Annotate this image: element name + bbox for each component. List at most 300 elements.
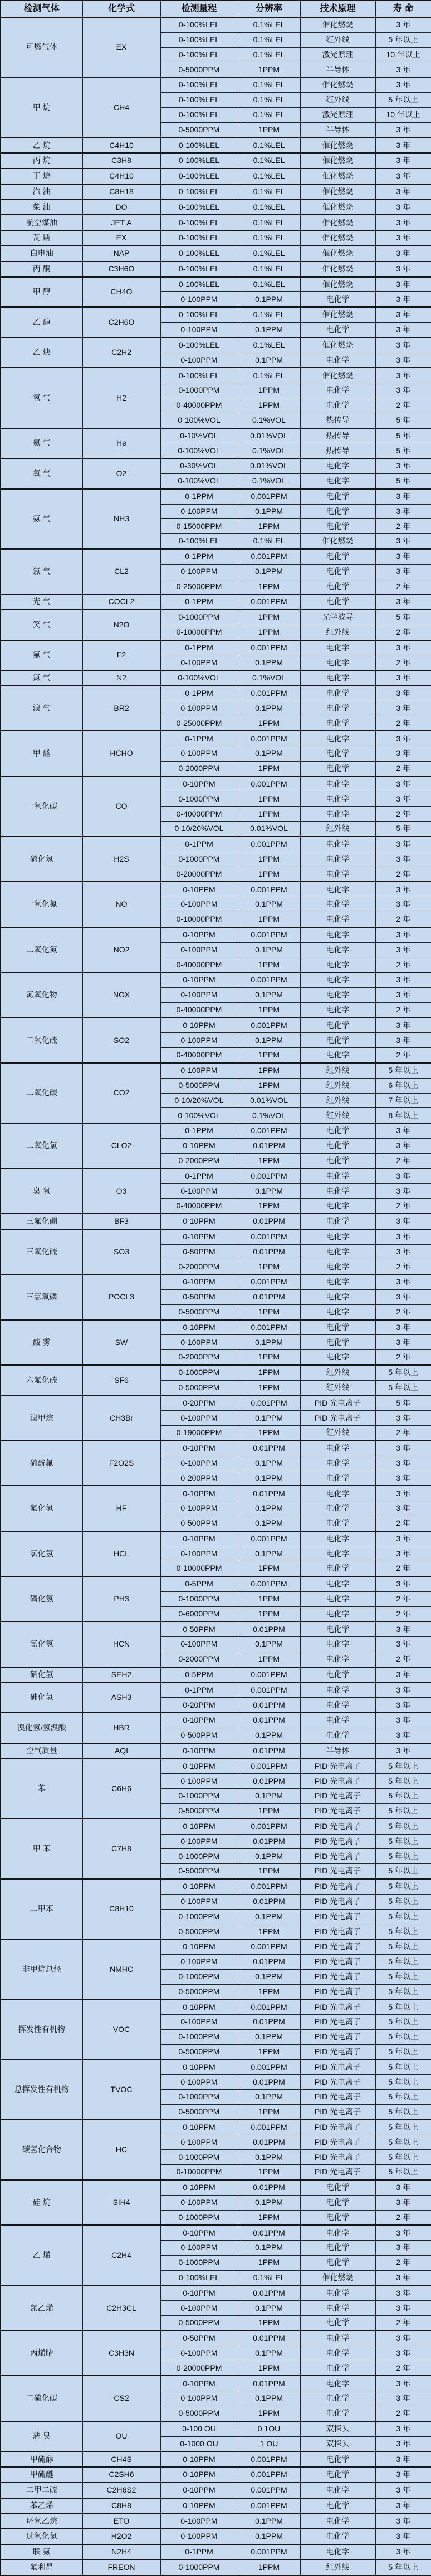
gas-name-cell: 氟利昂 xyxy=(1,2560,82,2575)
resolution-cell: 0.01PPM xyxy=(238,2376,300,2391)
principle-cell: 催化燃烧 xyxy=(300,137,375,153)
formula-cell: He xyxy=(82,428,160,459)
formula-cell: POCL3 xyxy=(82,1274,160,1319)
range-cell: 0-10PPM xyxy=(160,1879,238,1894)
range-cell: 0-100PPM xyxy=(160,353,238,368)
range-cell: 0-10PPM xyxy=(160,1999,238,2014)
range-cell: 0-100%LEL xyxy=(160,169,238,184)
table-row xyxy=(1,2451,431,2467)
formula-cell: CO xyxy=(82,777,160,837)
resolution-cell: 1PPM xyxy=(238,852,300,867)
lifespan-cell: 2 年 xyxy=(375,1426,431,1441)
table-row xyxy=(1,200,431,215)
gas-name-cell: 环氧乙烷 xyxy=(1,2513,82,2529)
lifespan-cell: 5 年以上 xyxy=(375,1759,431,1774)
gas-name-cell: 丙烯腈 xyxy=(1,2331,82,2376)
principle-cell: 电化学 xyxy=(300,988,375,1003)
lifespan-cell: 2 年 xyxy=(375,2316,431,2331)
principle-cell: 电化学 xyxy=(300,1199,375,1214)
principle-cell: 电化学 xyxy=(300,1486,375,1501)
lifespan-cell: 3 年 xyxy=(375,1229,431,1244)
principle-cell: PID 光电离子 xyxy=(300,2044,375,2059)
range-cell: 0-100%LEL xyxy=(160,77,238,92)
principle-cell: 催化燃烧 xyxy=(300,2270,375,2285)
principle-cell: 电化学 xyxy=(300,2241,375,2256)
resolution-cell: 0.01PPM xyxy=(238,1774,300,1789)
lifespan-cell: 2 年 xyxy=(375,1516,431,1531)
lifespan-cell: 3 年 xyxy=(375,1289,431,1304)
resolution-cell: 0.01PPM xyxy=(238,2135,300,2150)
principle-cell: 催化燃烧 xyxy=(300,246,375,261)
table-row xyxy=(1,882,431,897)
principle-cell: 电化学 xyxy=(300,852,375,867)
principle-cell: 催化燃烧 xyxy=(300,307,375,322)
formula-cell: DO xyxy=(82,200,160,215)
table-row xyxy=(1,640,431,655)
principle-cell: 电化学 xyxy=(300,701,375,716)
table-row xyxy=(1,1999,431,2014)
range-cell: 0-100%LEL xyxy=(160,246,238,261)
lifespan-cell: 3 年 xyxy=(375,549,431,564)
lifespan-cell: 3 年 xyxy=(375,1743,431,1759)
lifespan-cell: 3 年 xyxy=(375,1456,431,1471)
range-cell: 0-1000PPM xyxy=(160,1849,238,1864)
resolution-cell: 0.01PPM xyxy=(238,2286,300,2301)
lifespan-cell: 2 年 xyxy=(375,2255,431,2270)
formula-cell: F2 xyxy=(82,640,160,671)
table-row xyxy=(1,1621,431,1636)
range-cell: 0-100%LEL xyxy=(160,230,238,246)
principle-cell: 红外线 xyxy=(300,32,375,47)
range-cell: 0-10PPM xyxy=(160,1819,238,1834)
range-cell: 0-100PPM xyxy=(160,2241,238,2256)
gas-name-cell: 溴化氢/氢溴酸 xyxy=(1,1713,82,1743)
lifespan-cell: 3 年 xyxy=(375,2270,431,2285)
range-cell: 0-1PPM xyxy=(160,686,238,701)
range-cell: 0-2000PPM xyxy=(160,762,238,777)
lifespan-cell: 3 年 xyxy=(375,200,431,215)
table-row xyxy=(1,17,431,32)
gas-name-cell: 挥发性有机物 xyxy=(1,1999,82,2059)
resolution-cell: 0.1%LEL xyxy=(238,246,300,261)
formula-cell: N2H4 xyxy=(82,2544,160,2560)
resolution-cell: 0.001PPM xyxy=(238,1576,300,1591)
table-row xyxy=(1,1486,431,1501)
lifespan-cell: 3 年 xyxy=(375,215,431,230)
lifespan-cell: 2 年 xyxy=(375,1259,431,1274)
resolution-cell: 0.1PPM xyxy=(238,988,300,1003)
lifespan-cell: 5 年以上 xyxy=(375,1969,431,1984)
principle-cell: 双探头 xyxy=(300,2421,375,2436)
range-cell: 0-1PPM xyxy=(160,1683,238,1698)
resolution-cell: 0.001PPM xyxy=(238,549,300,564)
principle-cell: PID 光电离子 xyxy=(300,1984,375,1999)
table-row xyxy=(1,1229,431,1244)
range-cell: 0-100%LEL xyxy=(160,200,238,215)
principle-cell: 催化燃烧 xyxy=(300,338,375,353)
principle-cell: 电化学 xyxy=(300,912,375,927)
resolution-cell: 0.001PPM xyxy=(238,882,300,897)
lifespan-cell: 3 年 xyxy=(375,564,431,579)
table-row xyxy=(1,458,431,473)
principle-cell: 催化燃烧 xyxy=(300,184,375,200)
principle-cell: PID 光电离子 xyxy=(300,2104,375,2119)
range-cell: 0-1000PPM xyxy=(160,2150,238,2165)
resolution-cell: 0.1%VOL xyxy=(238,473,300,488)
lifespan-cell: 3 年 xyxy=(375,307,431,322)
resolution-cell: 0.001PPM xyxy=(238,1531,300,1546)
formula-cell: CH4O xyxy=(82,277,160,308)
range-cell: 0-10PPM xyxy=(160,972,238,987)
formula-cell: CH4 xyxy=(82,77,160,137)
formula-cell: C2SH6 xyxy=(82,2467,160,2483)
principle-cell: 激光原理 xyxy=(300,107,375,122)
lifespan-cell: 5 年以上 xyxy=(375,1774,431,1789)
lifespan-cell: 2 年 xyxy=(375,1304,431,1319)
range-cell: 0-100PPM xyxy=(160,1335,238,1350)
resolution-cell: 0.01%VOL xyxy=(238,822,300,837)
lifespan-cell: 3 年 xyxy=(375,701,431,716)
table-row xyxy=(1,1819,431,1834)
resolution-cell: 0.1%LEL xyxy=(238,277,300,292)
gas-name-cell: 氟化氢 xyxy=(1,1486,82,1531)
formula-cell: C4H10 xyxy=(82,137,160,153)
gas-name-cell: 甲硫醚 xyxy=(1,2467,82,2483)
range-cell: 0-1000PPM xyxy=(160,1909,238,1924)
lifespan-cell: 3 年 xyxy=(375,2391,431,2406)
lifespan-cell: 10 年以上 xyxy=(375,47,431,62)
formula-cell: JET A xyxy=(82,215,160,230)
resolution-cell: 0.001PPM xyxy=(238,2544,300,2560)
resolution-cell: 0.1PPM xyxy=(238,564,300,579)
resolution-cell: 0.1PPM xyxy=(238,1033,300,1048)
resolution-cell: 0.1PPM xyxy=(238,2090,300,2105)
range-cell: 0-100%LEL xyxy=(160,215,238,230)
range-cell: 0-5000PPM xyxy=(160,2406,238,2421)
gas-name-cell: 乙 烷 xyxy=(1,137,82,153)
resolution-cell: 1PPM xyxy=(238,1002,300,1017)
range-cell: 0-1000PPM xyxy=(160,2029,238,2044)
principle-cell: 红外线 xyxy=(300,1078,375,1093)
lifespan-cell: 8 年以上 xyxy=(375,1108,431,1123)
formula-cell: HBR xyxy=(82,1713,160,1743)
lifespan-cell: 3 年 xyxy=(375,2376,431,2391)
gas-name-cell: 氯乙烯 xyxy=(1,2286,82,2331)
header-principle: 技术原理 xyxy=(300,1,375,17)
range-cell: 0-100%LEL xyxy=(160,534,238,549)
formula-cell: H2O2 xyxy=(82,2529,160,2544)
resolution-cell: 0.1PPM xyxy=(238,746,300,762)
range-cell: 0-100PPM xyxy=(160,988,238,1003)
resolution-cell: 0.001PPM xyxy=(238,2060,300,2075)
formula-cell: C2H6S2 xyxy=(82,2483,160,2498)
lifespan-cell: 3 年 xyxy=(375,2180,431,2195)
principle-cell: 电化学 xyxy=(300,1350,375,1365)
range-cell: 0-1000PPM xyxy=(160,610,238,625)
gas-name-cell: 可燃气体 xyxy=(1,17,82,77)
resolution-cell: 0.1%VOL xyxy=(238,413,300,428)
gas-name-cell: 臭 氧 xyxy=(1,1169,82,1214)
resolution-cell: 1PPM xyxy=(238,1652,300,1667)
principle-cell: PID 光电离子 xyxy=(300,1939,375,1954)
principle-cell: PID 光电离子 xyxy=(300,2165,375,2180)
lifespan-cell: 3 年 xyxy=(375,897,431,912)
resolution-cell: 0.001PPM xyxy=(238,489,300,504)
table-row xyxy=(1,1879,431,1894)
principle-cell: PID 光电离子 xyxy=(300,1759,375,1774)
resolution-cell: 1PPM xyxy=(238,2165,300,2180)
resolution-cell: 1PPM xyxy=(238,383,300,398)
range-cell: 0-100PPM xyxy=(160,2391,238,2406)
range-cell: 0-100PPM xyxy=(160,2529,238,2544)
resolution-cell: 0.01PPM xyxy=(238,1894,300,1909)
gas-name-cell: 二氧化碳 xyxy=(1,1063,82,1123)
principle-cell: PID 光电离子 xyxy=(300,1789,375,1804)
resolution-cell: 1PPM xyxy=(238,610,300,625)
range-cell: 0-1000PPM xyxy=(160,1591,238,1606)
resolution-cell: 0.01PPM xyxy=(238,1289,300,1304)
lifespan-cell: 5 年以上 xyxy=(375,2150,431,2165)
resolution-cell: 0.001PPM xyxy=(238,2467,300,2483)
lifespan-cell: 5 年以上 xyxy=(375,2135,431,2150)
resolution-cell: 0.1PPM xyxy=(238,1501,300,1516)
principle-cell: 电化学 xyxy=(300,1214,375,1229)
gas-name-cell: 二氧化硫 xyxy=(1,1018,82,1063)
principle-cell: 电化学 xyxy=(300,1169,375,1184)
lifespan-cell: 3 年 xyxy=(375,792,431,807)
lifespan-cell: 3 年 xyxy=(375,1637,431,1652)
table-row xyxy=(1,2060,431,2075)
principle-cell: 电化学 xyxy=(300,1274,375,1289)
lifespan-cell: 3 年 xyxy=(375,2346,431,2361)
formula-cell: SEH2 xyxy=(82,1667,160,1683)
table-row xyxy=(1,1441,431,1456)
principle-cell: 电化学 xyxy=(300,594,375,610)
gas-name-cell: 乙 炔 xyxy=(1,338,82,368)
table-row xyxy=(1,2467,431,2483)
header-formula: 化学式 xyxy=(82,1,160,17)
resolution-cell: 1PPM xyxy=(238,1426,300,1441)
range-cell: 0-10PPM xyxy=(160,2467,238,2483)
formula-cell: O2 xyxy=(82,458,160,489)
principle-cell: 电化学 xyxy=(300,1576,375,1591)
gas-name-cell: 三氧化硫 xyxy=(1,1229,82,1274)
lifespan-cell: 5 年以上 xyxy=(375,2044,431,2059)
resolution-cell: 0.1PPM xyxy=(238,2346,300,2361)
gas-name-cell: 硫酰氟 xyxy=(1,1441,82,1486)
gas-name-cell: 总挥发性有机物 xyxy=(1,2060,82,2120)
range-cell: 0-1PPM xyxy=(160,1169,238,1184)
resolution-cell: 1PPM xyxy=(238,2255,300,2270)
range-cell: 0-50PPM xyxy=(160,1244,238,1259)
principle-cell: PID 光电离子 xyxy=(300,1774,375,1789)
lifespan-cell: 3 年 xyxy=(375,458,431,473)
principle-cell: 电化学 xyxy=(300,882,375,897)
principle-cell: 催化燃烧 xyxy=(300,261,375,277)
lifespan-cell: 5 年以上 xyxy=(375,1924,431,1939)
resolution-cell: 1PPM xyxy=(238,1048,300,1063)
lifespan-cell: 3 年 xyxy=(375,2498,431,2514)
range-cell: 0-40000PPM xyxy=(160,1048,238,1063)
formula-cell: HC xyxy=(82,2120,160,2180)
table-row xyxy=(1,338,431,353)
table-row xyxy=(1,594,431,610)
resolution-cell: 0.1PPM xyxy=(238,1546,300,1561)
table-row xyxy=(1,2286,431,2301)
principle-cell: 电化学 xyxy=(300,2255,375,2270)
range-cell: 0-10PPM xyxy=(160,1743,238,1759)
range-cell: 0-10PPM xyxy=(160,1441,238,1456)
formula-cell: NOX xyxy=(82,972,160,1017)
gas-name-cell: 氢 气 xyxy=(1,368,82,428)
lifespan-cell: 5 年以上 xyxy=(375,1894,431,1909)
resolution-cell: 0.1%LEL xyxy=(238,534,300,549)
principle-cell: 催化燃烧 xyxy=(300,153,375,169)
lifespan-cell: 3 年 xyxy=(375,230,431,246)
table-row xyxy=(1,610,431,625)
principle-cell: PID 光电离子 xyxy=(300,1924,375,1939)
resolution-cell: 0.1PPM xyxy=(238,701,300,716)
principle-cell: PID 光电离子 xyxy=(300,1834,375,1849)
formula-cell: ASH3 xyxy=(82,1683,160,1713)
lifespan-cell: 3 年 xyxy=(375,504,431,519)
table-row xyxy=(1,184,431,200)
range-cell: 0-20000PPM xyxy=(160,867,238,882)
formula-cell: NH3 xyxy=(82,489,160,549)
lifespan-cell: 5 年以上 xyxy=(375,1999,431,2014)
formula-cell: BR2 xyxy=(82,686,160,731)
resolution-cell: 0.1PPM xyxy=(238,942,300,957)
formula-cell: HCN xyxy=(82,1621,160,1667)
resolution-cell: 0.001PPM xyxy=(238,1229,300,1244)
lifespan-cell: 2 年 xyxy=(375,912,431,927)
resolution-cell: 0.01PPM xyxy=(238,1244,300,1259)
resolution-cell: 0.1PPM xyxy=(238,1516,300,1531)
range-cell: 0-10PPM xyxy=(160,1713,238,1728)
range-cell: 0-5000PPM xyxy=(160,62,238,77)
resolution-cell: 0.01%VOL xyxy=(238,458,300,473)
formula-cell: PH3 xyxy=(82,1576,160,1621)
principle-cell: 热传导 xyxy=(300,428,375,443)
range-cell: 0-2000PPM xyxy=(160,1153,238,1168)
lifespan-cell: 3 年 xyxy=(375,489,431,504)
resolution-cell: 0.1%LEL xyxy=(238,169,300,184)
resolution-cell: 1PPM xyxy=(238,1063,300,1078)
table-row xyxy=(1,777,431,792)
range-cell: 0-100%LEL xyxy=(160,32,238,47)
resolution-cell: 0.1PPM xyxy=(238,2029,300,2044)
gas-name-cell: 甲 烷 xyxy=(1,77,82,137)
resolution-cell: 0.01PPM xyxy=(238,1743,300,1759)
resolution-cell: 0.01PPM xyxy=(238,1486,300,1501)
resolution-cell: 0.001PPM xyxy=(238,1999,300,2014)
resolution-cell: 1PPM xyxy=(238,1591,300,1606)
lifespan-cell: 3 年 xyxy=(375,1683,431,1698)
resolution-cell: 1PPM xyxy=(238,2560,300,2575)
lifespan-cell: 3 年 xyxy=(375,383,431,398)
principle-cell: 电化学 xyxy=(300,2301,375,2316)
table-row xyxy=(1,1576,431,1591)
formula-cell: CL2 xyxy=(82,549,160,594)
principle-cell: 电化学 xyxy=(300,927,375,942)
range-cell: 0-1PPM xyxy=(160,549,238,564)
range-cell: 0-100PPM xyxy=(160,655,238,670)
resolution-cell: 0.001PPM xyxy=(238,1274,300,1289)
resolution-cell: 1PPM xyxy=(238,1304,300,1319)
principle-cell: PID 光电离子 xyxy=(300,2120,375,2135)
lifespan-cell: 3 年 xyxy=(375,731,431,746)
lifespan-cell: 3 年 xyxy=(375,972,431,987)
principle-cell: PID 光电离子 xyxy=(300,1411,375,1426)
resolution-cell: 0.1PPM xyxy=(238,353,300,368)
range-cell: 0-100PPM xyxy=(160,942,238,957)
table-row xyxy=(1,2529,431,2544)
range-cell: 0-100PPM xyxy=(160,292,238,307)
range-cell: 0-10PPM xyxy=(160,2483,238,2498)
lifespan-cell: 2 年 xyxy=(375,867,431,882)
resolution-cell: 0.001PPM xyxy=(238,777,300,792)
table-row xyxy=(1,1683,431,1698)
resolution-cell: 0.1PPM xyxy=(238,1909,300,1924)
resolution-cell: 0.001PPM xyxy=(238,1879,300,1894)
table-row xyxy=(1,2225,431,2240)
lifespan-cell: 3 年 xyxy=(375,137,431,153)
range-cell: 0-100PPM xyxy=(160,1894,238,1909)
table-row xyxy=(1,1396,431,1411)
range-cell: 0-100PPM xyxy=(160,1063,238,1078)
lifespan-cell: 3 年 xyxy=(375,1471,431,1486)
resolution-cell: 0.1PPM xyxy=(238,2195,300,2210)
range-cell: 0-5000PPM xyxy=(160,1304,238,1319)
gas-name-cell: 氨 气 xyxy=(1,489,82,549)
range-cell: 0-5000PPM xyxy=(160,2044,238,2059)
range-cell: 0-10PPM xyxy=(160,1018,238,1033)
lifespan-cell: 2 年 xyxy=(375,716,431,731)
formula-cell: C8H8 xyxy=(82,2498,160,2514)
principle-cell: 半导体 xyxy=(300,122,375,137)
gas-name-cell: 磷化氢 xyxy=(1,1576,82,1621)
principle-cell: 电化学 xyxy=(300,1546,375,1561)
range-cell: 0-10PPM xyxy=(160,2060,238,2075)
formula-cell: SIH4 xyxy=(82,2180,160,2225)
principle-cell: 电化学 xyxy=(300,942,375,957)
resolution-cell: 0.001PPM xyxy=(238,1018,300,1033)
gas-name-cell: 氯 气 xyxy=(1,549,82,594)
lifespan-cell: 2 年 xyxy=(375,2406,431,2421)
range-cell: 0-100%VOL xyxy=(160,473,238,488)
range-cell: 0-100 OU xyxy=(160,2421,238,2436)
principle-cell: 电化学 xyxy=(300,655,375,670)
table-row xyxy=(1,731,431,746)
lifespan-cell: 5 年以上 xyxy=(375,2029,431,2044)
gas-name-cell: 氮氧化物 xyxy=(1,972,82,1017)
table-row xyxy=(1,549,431,564)
gas-name-cell: 三氯氧磷 xyxy=(1,1274,82,1319)
lifespan-cell: 5 年以上 xyxy=(375,92,431,107)
resolution-cell: 1PPM xyxy=(238,1606,300,1621)
principle-cell: 电化学 xyxy=(300,867,375,882)
lifespan-cell: 2 年 xyxy=(375,2210,431,2225)
resolution-cell: 1PPM xyxy=(238,762,300,777)
lifespan-cell: 3 年 xyxy=(375,2331,431,2346)
principle-cell: 电化学 xyxy=(300,1501,375,1516)
principle-cell: 电化学 xyxy=(300,1153,375,1168)
gas-name-cell: 丙 烷 xyxy=(1,153,82,169)
lifespan-cell: 5 年以上 xyxy=(375,1864,431,1879)
resolution-cell: 0.1PPM xyxy=(238,2391,300,2406)
lifespan-cell: 3 年 xyxy=(375,353,431,368)
range-cell: 0-40000PPM xyxy=(160,957,238,972)
